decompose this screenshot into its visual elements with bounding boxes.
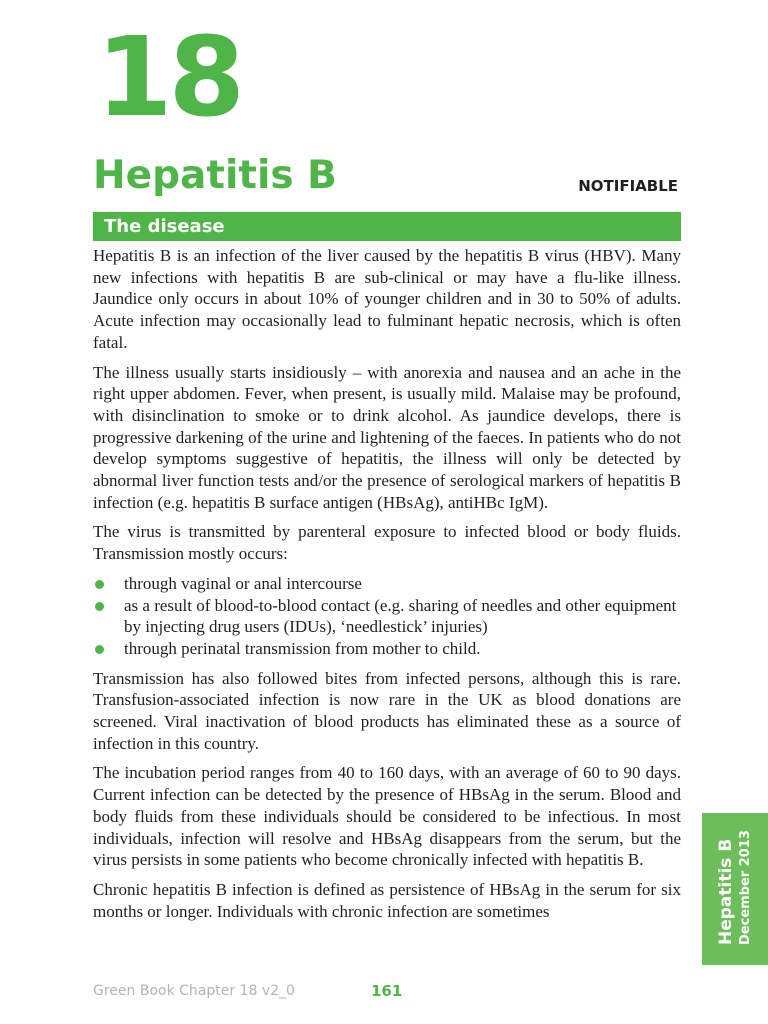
side-tab-title: Hepatitis B: [716, 838, 736, 945]
chapter-title: Hepatitis B: [93, 153, 337, 198]
paragraph-chronic: Chronic hepatitis B infection is defined as persistence of HBsAg in the serum for six months or longer. Individuals with chronic infection are sometimes: [93, 879, 681, 921]
list-item-text: through perinatal transmission from mother to child.: [124, 638, 481, 658]
bullet-icon: [95, 580, 104, 589]
paragraph-symptoms: The illness usually starts insidiously – with anorexia and nausea and an ache in the right upper abdomen. Fever, when present, is usually mild. Malaise may be profound, with disinclination to smoke or to drink alcohol. As jaundice develops, there is progressive darkening of the urine and lightening of the faeces. In patients who do not develop symptoms suggestive of hepatitis, the illness will only be detected by abnormal liver function tests and/or the presence of serological markers of hepatitis B infection (e.g. hepatitis B surface antigen (HBsAg), antiHBc IgM).: [93, 362, 681, 512]
chapter-side-tab: [702, 813, 768, 965]
section-heading: The disease: [93, 212, 681, 241]
page-number: 161: [371, 982, 403, 1000]
list-item: [93, 573, 681, 595]
list-item-text: as a result of blood-to-blood contact (e.g. sharing of needles and other equipment by injecting drug users (IDUs), ‘needlestick’ injuries): [124, 595, 677, 637]
bullet-icon: [95, 602, 104, 611]
paragraph-incubation: The incubation period ranges from 40 to 160 days, with an average of 60 to 90 days. Current infection can be detected by the presence of HBsAg in the serum. Blood and body fluids from these individuals should be considered to be infectious. In most individuals, infection will resolve and HBsAg disappears from the serum, but the virus persists in some patients who become chronically infected with hepatitis B.: [93, 763, 681, 870]
paragraph-transmission-intro: The virus is transmitted by parenteral exposure to infected blood or body fluids. Transmission mostly occurs:: [93, 522, 681, 564]
list-item-text: through vaginal or anal intercourse: [124, 573, 362, 593]
chapter-number: 18: [96, 13, 242, 141]
body-text: [93, 245, 681, 930]
paragraph-disease-overview: Hepatitis B is an infection of the liver caused by the hepatitis B virus (HBV). Many new infections with hepatitis B are sub-clinical or may have a flu-like illness. Jaundice only occurs in about 10% of younger children and in 30 to 50% of adults. Acute infection may occasionally lead to fulminant hepatic necrosis, which is often fatal.: [93, 246, 681, 352]
paragraph-transmission-other: Transmission has also followed bites from infected persons, although this is rare. Transfusion-associated infection is now rare in the UK as blood donations are screened. Viral inactivation of blood products has eliminated these as a source of infection in this country.: [93, 668, 681, 753]
transmission-list: [93, 573, 681, 660]
notifiable-label: NOTIFIABLE: [578, 177, 678, 195]
list-item: [93, 595, 681, 638]
list-item: [93, 638, 681, 660]
footer-source: Green Book Chapter 18 v2_0: [93, 983, 295, 999]
side-tab-date: December 2013: [738, 830, 753, 945]
bullet-icon: [95, 645, 104, 654]
